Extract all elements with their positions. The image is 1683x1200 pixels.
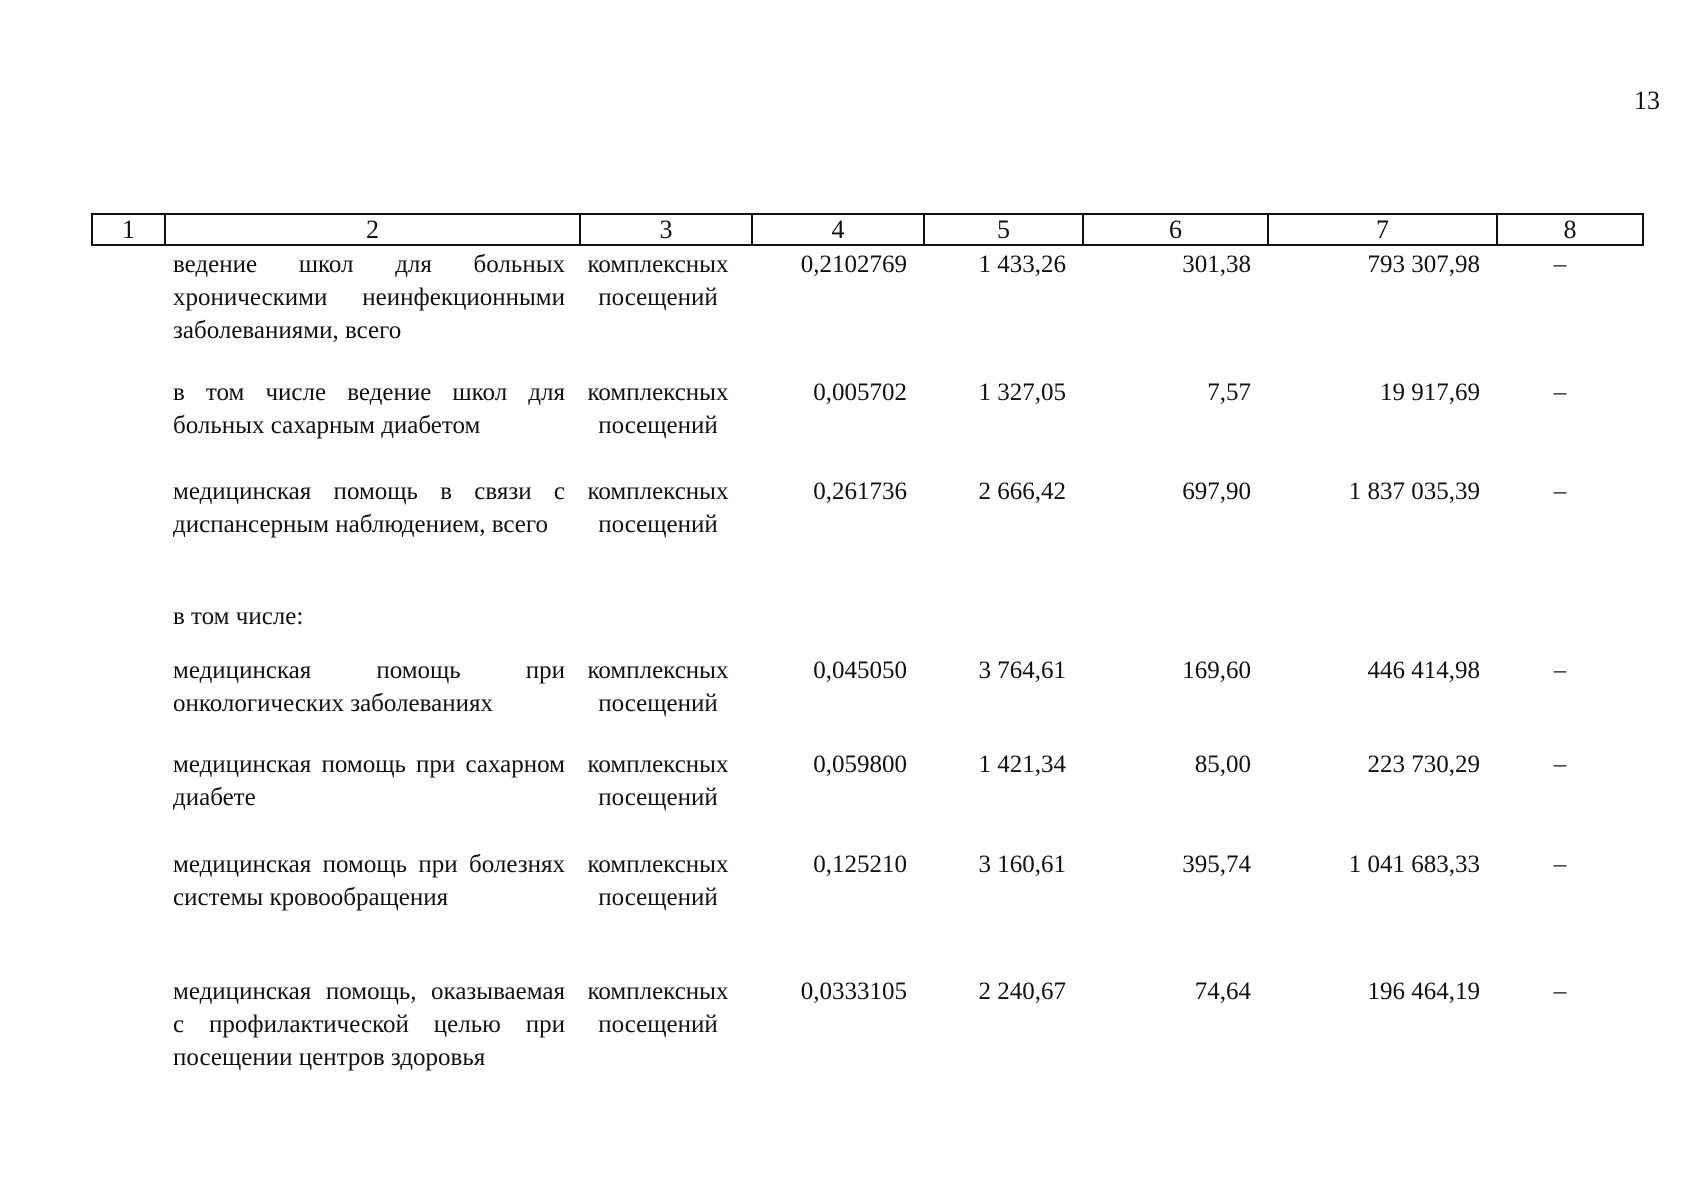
row-unit: комплексных посещений bbox=[587, 751, 729, 811]
row-col5: 1 327,05 bbox=[978, 379, 1066, 406]
row-col8: – bbox=[1553, 251, 1567, 278]
row-unit: комплексных посещений bbox=[587, 657, 729, 717]
header-cell-4: 4 bbox=[751, 215, 923, 244]
row-col8: – bbox=[1553, 851, 1567, 878]
row-col6: 74,64 bbox=[1194, 978, 1251, 1005]
page-number: 13 bbox=[1634, 86, 1660, 115]
row-col6: 85,00 bbox=[1194, 751, 1251, 778]
header-cell-1: 1 bbox=[122, 215, 135, 244]
row-col4: 0,2102769 bbox=[800, 251, 907, 278]
header-cell-8: 8 bbox=[1496, 215, 1642, 244]
row-name: медицинская помощь при болезнях системы кровообращения bbox=[173, 851, 565, 911]
row-col6: 697,90 bbox=[1182, 478, 1251, 505]
header-cell-2: 2 bbox=[164, 215, 579, 244]
row-col8: – bbox=[1553, 478, 1567, 505]
row-name: в том числе: bbox=[173, 603, 304, 630]
row-col8: – bbox=[1553, 657, 1567, 684]
row-name: медицинская помощь при сахарном диабете bbox=[173, 751, 565, 811]
row-name: медицинская помощь, оказываемая с профилактической целью при посещении центров здоровья bbox=[173, 978, 565, 1071]
header-cell-5: 5 bbox=[923, 215, 1082, 244]
row-unit: комплексных посещений bbox=[587, 379, 729, 439]
row-col5: 2 666,42 bbox=[978, 478, 1066, 505]
row-col4: 0,045050 bbox=[813, 657, 907, 684]
row-col6: 7,57 bbox=[1207, 379, 1251, 406]
row-unit: комплексных посещений bbox=[587, 851, 729, 911]
row-col8: – bbox=[1553, 751, 1567, 778]
row-col7: 223 730,29 bbox=[1367, 751, 1480, 778]
header-cell-3: 3 bbox=[579, 215, 751, 244]
row-col7: 19 917,69 bbox=[1380, 379, 1480, 406]
row-col6: 301,38 bbox=[1182, 251, 1251, 278]
row-col7: 1 837 035,39 bbox=[1348, 478, 1480, 505]
header-cell-6: 6 bbox=[1082, 215, 1267, 244]
row-col5: 3 160,61 bbox=[978, 851, 1066, 878]
row-name: ведение школ для больных хроническими неинфекционными заболеваниями, всего bbox=[173, 251, 565, 344]
row-col7: 446 414,98 bbox=[1367, 657, 1480, 684]
row-col4: 0,125210 bbox=[813, 851, 907, 878]
row-col6: 169,60 bbox=[1182, 657, 1251, 684]
header-cell-7: 7 bbox=[1267, 215, 1496, 244]
row-col7: 196 464,19 bbox=[1367, 978, 1480, 1005]
row-unit: комплексных посещений bbox=[587, 251, 729, 311]
row-name: медицинская помощь в связи с диспансерным наблюдением, всего bbox=[173, 478, 565, 538]
row-col6: 395,74 bbox=[1182, 851, 1251, 878]
row-col4: 0,059800 bbox=[813, 751, 907, 778]
table-header-row bbox=[91, 213, 1644, 246]
row-col4: 0,261736 bbox=[813, 478, 907, 505]
row-unit: комплексных посещений bbox=[587, 978, 729, 1038]
row-col7: 793 307,98 bbox=[1367, 251, 1480, 278]
row-col4: 0,0333105 bbox=[800, 978, 907, 1005]
row-col5: 3 764,61 bbox=[978, 657, 1066, 684]
row-name: медицинская помощь при онкологических заболеваниях bbox=[173, 657, 565, 717]
row-col8: – bbox=[1553, 379, 1567, 406]
row-col4: 0,005702 bbox=[813, 379, 907, 406]
row-col8: – bbox=[1553, 978, 1567, 1005]
row-col5: 2 240,67 bbox=[978, 978, 1066, 1005]
row-name: в том числе ведение школ для больных сахарным диабетом bbox=[173, 379, 565, 439]
row-unit: комплексных посещений bbox=[587, 478, 729, 538]
row-col7: 1 041 683,33 bbox=[1348, 851, 1480, 878]
row-col5: 1 433,26 bbox=[978, 251, 1066, 278]
row-col5: 1 421,34 bbox=[978, 751, 1066, 778]
